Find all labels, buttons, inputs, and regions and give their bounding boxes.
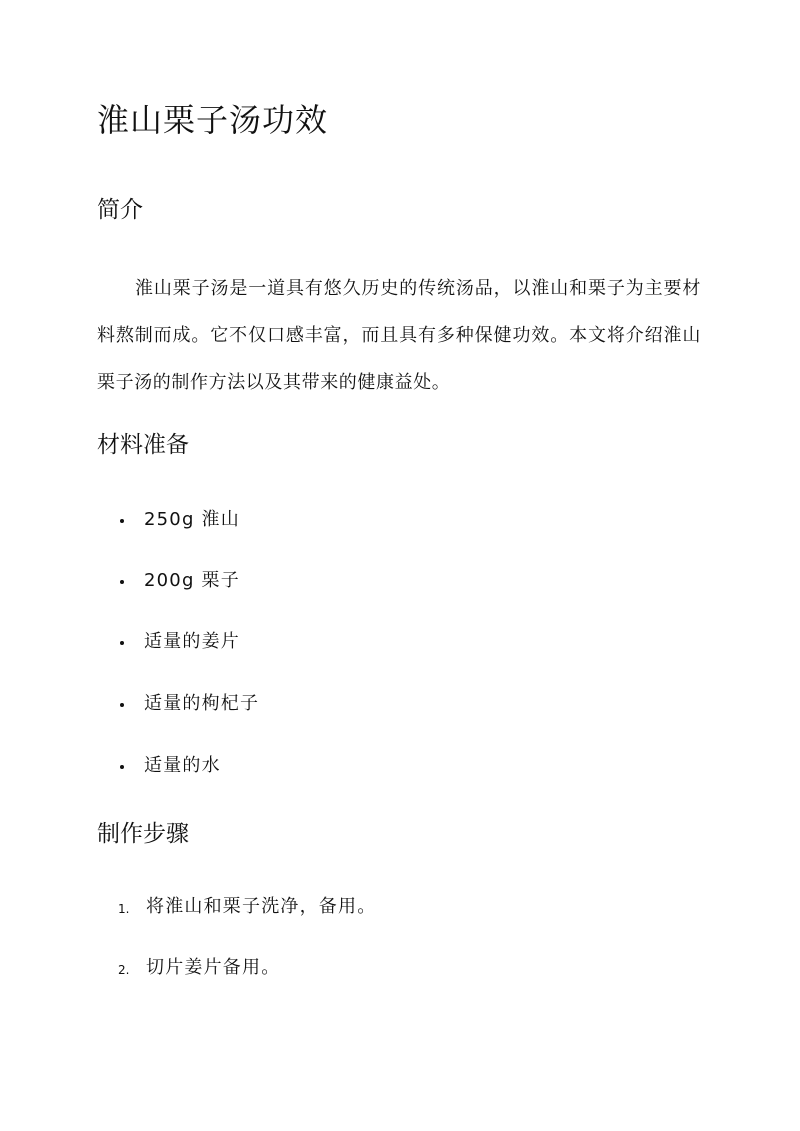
bullet-icon bbox=[120, 580, 124, 584]
materials-item-text: 200g 栗子 bbox=[144, 570, 240, 591]
intro-paragraph: 淮山栗子汤是一道具有悠久历史的传统汤品，以淮山和栗子为主要材料熬制而成。它不仅口感丰富，而且具有多种保健功效。本文将介绍淮山栗子汤的制作方法以及其带来的健康益处。 bbox=[97, 278, 701, 393]
section-heading-intro: 简介 bbox=[97, 197, 143, 223]
step-text: 切片姜片备用。 bbox=[146, 957, 281, 978]
step-number: 1. bbox=[118, 902, 130, 916]
bullet-icon bbox=[120, 641, 124, 645]
materials-item-text: 适量的水 bbox=[144, 755, 221, 776]
section-heading-materials: 材料准备 bbox=[97, 432, 189, 458]
step-text: 将淮山和栗子洗净，备用。 bbox=[146, 896, 377, 917]
bullet-icon bbox=[120, 703, 124, 707]
materials-item-text: 适量的枸杞子 bbox=[144, 693, 260, 714]
step-number: 2. bbox=[118, 963, 130, 977]
document-title: 淮山栗子汤功效 bbox=[97, 101, 329, 139]
bullet-icon bbox=[120, 765, 124, 769]
bullet-icon bbox=[120, 519, 124, 523]
section-heading-steps: 制作步骤 bbox=[97, 821, 189, 847]
materials-item-text: 适量的姜片 bbox=[144, 631, 240, 652]
materials-item-text: 250g 淮山 bbox=[144, 509, 240, 530]
